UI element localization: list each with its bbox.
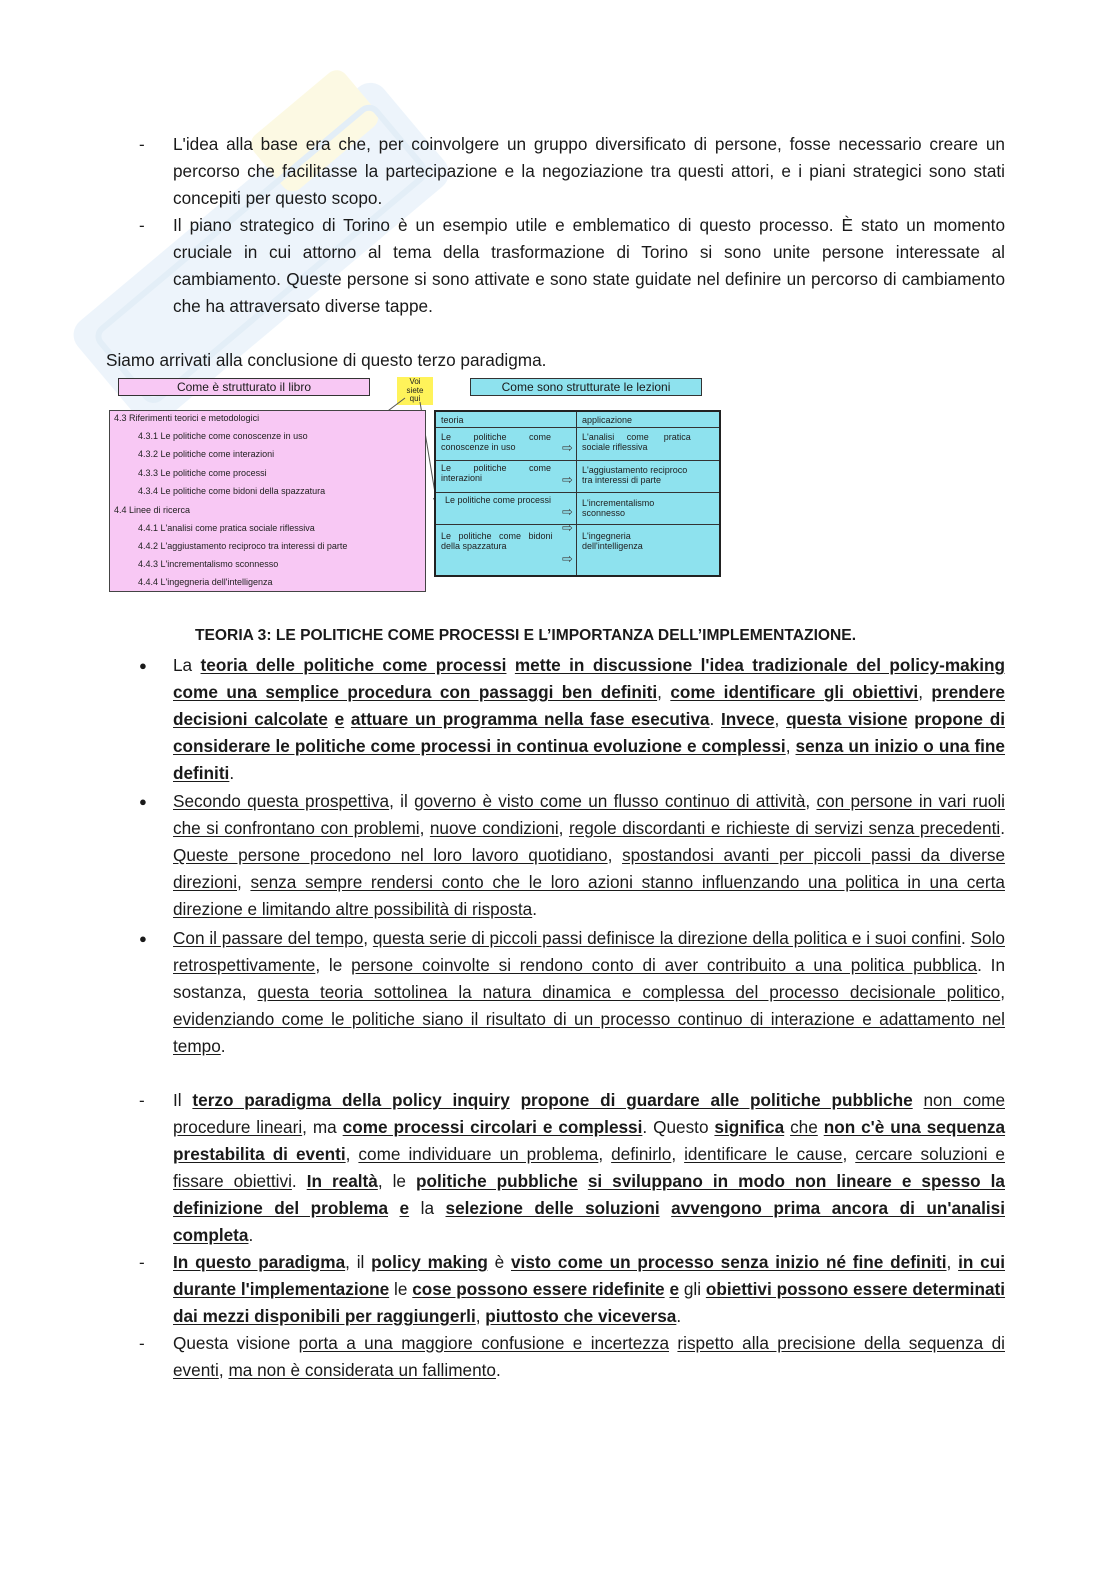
book-item: 4.4.3 L'incrementalismo sconnesso: [138, 559, 279, 569]
you-are-here-line: siete: [406, 385, 424, 395]
emphasized-phrase: come identificare gli obiettivi: [670, 682, 919, 702]
book-item: 4.4.4 L'ingegneria dell'intelligenza: [138, 577, 273, 587]
text-run: ,: [842, 1144, 856, 1164]
text-run: Questa visione: [173, 1333, 299, 1353]
grid-application-cell: [582, 498, 717, 518]
grid-text: conoscenze in uso: [441, 442, 516, 452]
emphasized-phrase: In questo paradigma: [173, 1252, 346, 1272]
text-run: ,: [657, 682, 671, 702]
emphasized-phrase: nuove condizioni: [429, 818, 559, 838]
emphasized-phrase: e: [669, 1279, 679, 1299]
emphasized-phrase: policy making: [371, 1252, 488, 1272]
dash-paragraph-1: [173, 1087, 1005, 1249]
emphasized-phrase: Invece: [721, 709, 775, 729]
emphasized-phrase: in cui durante l'implementazione: [173, 1252, 1006, 1299]
emphasized-phrase: evidenziando come le politiche siano il risultato di un processo continuo di interazione e adattamento nel tempo: [173, 1009, 1005, 1056]
emphasized-phrase: selezione delle soluzioni: [445, 1198, 660, 1218]
intro-point-1: L'idea alla base era che, per coinvolgere un gruppo diversificato di persone, fosse necessario creare un percorso che facilitasse la partecipazione e la negoziazione tra questi attori, e i piani strategici sono stati concepiti per questo scopo.: [173, 134, 1005, 208]
figure-left-title: Come è strutturato il libro: [118, 378, 370, 396]
dash-paragraph-3: [173, 1330, 1005, 1384]
arrow-right-icon: ⇨: [562, 504, 573, 519]
you-are-here-note: [397, 377, 433, 405]
text-run: .: [532, 899, 537, 919]
text-run: ,: [946, 1252, 959, 1272]
grid-text: L'aggiustamento reciproco: [582, 465, 688, 475]
text-run: [913, 1090, 924, 1110]
emphasized-phrase: questa teoria sottolinea la natura dinamica e complessa del processo decisionale politico: [257, 982, 1001, 1002]
arrow-right-icon: ⇨: [562, 551, 573, 566]
bullet-dot-icon: ●: [139, 658, 147, 673]
intro-point-2: Il piano strategico di Torino è un esempio utile e emblematico di questo processo. È stato un momento cruciale in cui attorno al tema della trasformazione di Torino si sono unite persone interessate al cambiamento. Queste persone si sono attivate e sono state guidate nel definire un percorso di cambiamento che ha attraversato diverse tappe.: [173, 215, 1005, 316]
emphasized-phrase: come individuare un problema: [358, 1144, 599, 1164]
grid-text: sociale riflessiva: [582, 442, 648, 452]
text-run: ,: [805, 791, 817, 811]
emphasized-phrase: obiettivi possono essere determinati dai mezzi disponibili per raggiungerli: [173, 1279, 1006, 1326]
text-run: ,: [1000, 982, 1006, 1002]
grid-text: L'incrementalismo: [582, 498, 655, 508]
book-item: 4.3.2 Le politiche come interazioni: [138, 449, 275, 459]
text-run: ,: [607, 845, 623, 865]
emphasized-phrase: si sviluppano in modo non lineare e spesso la definizione del problema: [173, 1171, 1005, 1218]
bullet-dot-icon: ●: [139, 931, 147, 946]
text-run: , le: [315, 955, 352, 975]
book-item: 4.4.1 L'analisi come pratica sociale riflessiva: [138, 523, 315, 533]
book-item: 4.3.3 Le politiche come processi: [138, 468, 267, 478]
you-are-here-line: Voi: [409, 377, 421, 386]
text-run: ,: [558, 818, 569, 838]
emphasized-phrase: Solo retrospettivamente: [173, 928, 1005, 975]
grid-text: tra interessi di parte: [582, 475, 662, 485]
text-run: . Questo: [642, 1117, 715, 1137]
text-run: Il: [173, 1090, 193, 1110]
grid-theory-cell: [445, 495, 575, 505]
emphasized-phrase: questa serie di piccoli passi definisce la direzione della politica e i suoi confini: [372, 928, 961, 948]
emphasized-phrase: senza un inizio o una fine definiti: [173, 736, 1005, 783]
text-run: gli: [679, 1279, 706, 1299]
conclusion-line: Siamo arrivati alla conclusione di questo terzo paradigma.: [106, 350, 547, 370]
emphasized-phrase: significa: [714, 1117, 785, 1137]
emphasized-phrase: teoria delle politiche come processi: [200, 655, 507, 675]
emphasized-phrase: prendere decisioni calcolate: [173, 682, 1005, 729]
text-run: , ma: [302, 1117, 343, 1137]
text-run: [328, 709, 335, 729]
arrow-right-icon: ⇨: [562, 440, 573, 455]
emphasized-phrase: e: [334, 709, 345, 729]
book-item: 4.4.2 L'aggiustamento reciproco tra interessi di parte: [138, 541, 348, 551]
grid-text: Le politiche come: [441, 463, 552, 473]
text-run: [388, 1198, 400, 1218]
emphasized-phrase: Queste persone procedono nel loro lavoro quotidiano: [173, 845, 608, 865]
arrow-right-icon: ⇨: [562, 520, 573, 535]
text-run: La: [173, 655, 201, 675]
emphasized-phrase: terzo paradigma della policy inquiry: [192, 1090, 510, 1110]
text-run: .: [229, 763, 235, 783]
text-run: ,: [671, 1144, 685, 1164]
grid-text: Le politiche come: [441, 432, 552, 442]
arrow-right-icon: ⇨: [562, 472, 573, 487]
emphasized-phrase: cercare soluzioni e fissare obiettivi: [173, 1144, 1005, 1191]
grid-divider: [436, 427, 719, 428]
grid-text: L'analisi come pratica: [582, 432, 691, 442]
text-run: le: [389, 1279, 413, 1299]
grid-divider: [436, 524, 719, 525]
book-item: 4.3.4 Le politiche come bidoni della spazzatura: [138, 486, 326, 496]
emphasized-phrase: avvengono prima ancora di un'analisi completa: [173, 1198, 1005, 1245]
emphasized-phrase: visto come un processo senza inizio né fine definiti: [511, 1252, 947, 1272]
dash-paragraph-2: [173, 1249, 1005, 1330]
text-run: ,: [918, 682, 932, 702]
text-run: , le: [377, 1171, 416, 1191]
grid-header-theory: teoria: [441, 415, 464, 425]
grid-text: Le politiche come bidoni: [441, 531, 553, 541]
emphasized-phrase: spostandosi avanti per piccoli passi da diverse direzioni: [173, 845, 1006, 892]
text-run: è: [487, 1252, 511, 1272]
grid-divider: [576, 412, 577, 575]
you-are-here-line: qui: [409, 394, 421, 403]
dash-marker: -: [139, 1253, 145, 1272]
dash-marker: -: [139, 1334, 145, 1353]
emphasized-phrase: identificare le cause: [684, 1144, 843, 1164]
text-run: .: [960, 928, 971, 948]
book-item: 4.4 Linee di ricerca: [114, 505, 191, 515]
text-run: , il: [389, 791, 415, 811]
text-run: .: [1000, 818, 1005, 838]
emphasized-phrase: Secondo questa prospettiva: [173, 791, 390, 811]
emphasized-phrase: questa visione: [786, 709, 908, 729]
grid-divider: [436, 492, 719, 493]
grid-header-application: applicazione: [582, 415, 633, 425]
text-run: .: [495, 1360, 501, 1380]
text-run: .: [709, 709, 722, 729]
section-heading: TEORIA 3: LE POLITICHE COME PROCESSI E L’IMPORTANZA DELL’IMPLEMENTAZIONE.: [195, 627, 857, 644]
text-run: ,: [785, 736, 796, 756]
grid-theory-cell: [441, 432, 573, 455]
emphasized-phrase: definirlo: [611, 1144, 672, 1164]
text-run: ,: [419, 818, 430, 838]
dash-marker: -: [139, 135, 145, 154]
emphasized-phrase: rispetto alla precisione della sequenza di eventi: [173, 1333, 1005, 1380]
text-run: ,: [598, 1144, 612, 1164]
text-run: [510, 1090, 521, 1110]
emphasized-phrase: attuare un programma nella fase esecutiva: [350, 709, 710, 729]
figure-right-title: Come sono strutturate le lezioni: [470, 378, 702, 396]
grid-text: L'ingegneria: [582, 531, 631, 541]
grid-application-cell: [582, 531, 717, 551]
emphasized-phrase: regole discordanti e richieste di servizi senza precedenti: [568, 818, 1001, 838]
text-run: . In sostanza,: [173, 955, 1006, 1002]
emphasized-phrase: cose possono essere ridefinite: [412, 1279, 665, 1299]
text-run: [660, 1198, 672, 1218]
dash-marker: -: [139, 216, 145, 235]
grid-text: interazioni: [441, 473, 483, 483]
text-run: , il: [345, 1252, 372, 1272]
bullet-paragraph-2: [173, 788, 1005, 923]
text-run: .: [291, 1171, 307, 1191]
grid-divider: [436, 460, 719, 461]
text-run: ,: [345, 1144, 359, 1164]
text-run: [578, 1171, 588, 1191]
emphasized-phrase: In realtà: [306, 1171, 378, 1191]
emphasized-phrase: mette in discussione l'idea tradizionale del policy-making come una semplice procedura con passaggi ben definiti: [173, 655, 1005, 702]
text-run: ,: [218, 1360, 229, 1380]
emphasized-phrase: e: [399, 1198, 410, 1218]
grid-text: Le politiche come processi: [445, 495, 552, 505]
grid-text: dell'intelligenza: [582, 541, 643, 551]
emphasized-phrase: con persone in vari ruoli che si confrontano con problemi: [173, 791, 1005, 838]
emphasized-phrase: porta a una maggiore confusione e incertezza: [298, 1333, 670, 1353]
text-run: ,: [475, 1306, 486, 1326]
text-run: ,: [237, 872, 251, 892]
grid-application-cell: [582, 465, 717, 485]
emphasized-phrase: ma non è considerata un fallimento: [228, 1360, 496, 1380]
text-run: .: [220, 1036, 226, 1056]
emphasized-phrase: propone di considerare le politiche come processi in continua evoluzione e complessi: [173, 709, 1005, 756]
dash-marker: -: [139, 1091, 145, 1110]
emphasized-phrase: Con il passare del tempo: [173, 928, 364, 948]
emphasized-phrase: come processi circolari e complessi: [342, 1117, 643, 1137]
grid-text: della spazzatura: [441, 541, 507, 551]
book-item: 4.3 Riferimenti teorici e metodologici: [114, 413, 260, 423]
emphasized-phrase: non come procedure lineari: [173, 1090, 1005, 1137]
text-run: [506, 655, 514, 675]
bullet-paragraph-1: [173, 652, 1005, 787]
text-run: ,: [774, 709, 787, 729]
text-run: .: [676, 1306, 682, 1326]
emphasized-phrase: che: [790, 1117, 818, 1137]
grid-text: sconnesso: [582, 508, 626, 518]
emphasized-phrase: senza sempre rendersi conto che le loro azioni stanno influenzando una politica in una certa direzione e limitando altre possibilità di risposta: [173, 872, 1005, 919]
text-run: ,: [363, 928, 373, 948]
emphasized-phrase: piuttosto che viceversa: [485, 1306, 677, 1326]
grid-theory-cell: [441, 531, 571, 551]
text-run: .: [248, 1225, 254, 1245]
grid-application-cell: [582, 432, 717, 452]
book-item: 4.3.1 Le politiche come conoscenze in uso: [138, 431, 308, 441]
emphasized-phrase: propone di guardare alle politiche pubbliche: [520, 1090, 913, 1110]
grid-theory-cell: [441, 463, 571, 483]
lessons-structure-grid: [434, 410, 721, 577]
emphasized-phrase: persone coinvolte si rendono conto di aver contribuito a una politica pubblica: [351, 955, 978, 975]
emphasized-phrase: non c'è una sequenza prestabilita di eventi: [173, 1117, 1006, 1164]
emphasized-phrase: governo è visto come un flusso continuo di attività: [414, 791, 806, 811]
text-run: [344, 709, 351, 729]
emphasized-phrase: politiche pubbliche: [415, 1171, 578, 1191]
bullet-dot-icon: ●: [139, 794, 147, 809]
book-structure-box: [109, 410, 426, 592]
bullet-paragraph-3: [173, 925, 1005, 1060]
text-run: la: [409, 1198, 446, 1218]
